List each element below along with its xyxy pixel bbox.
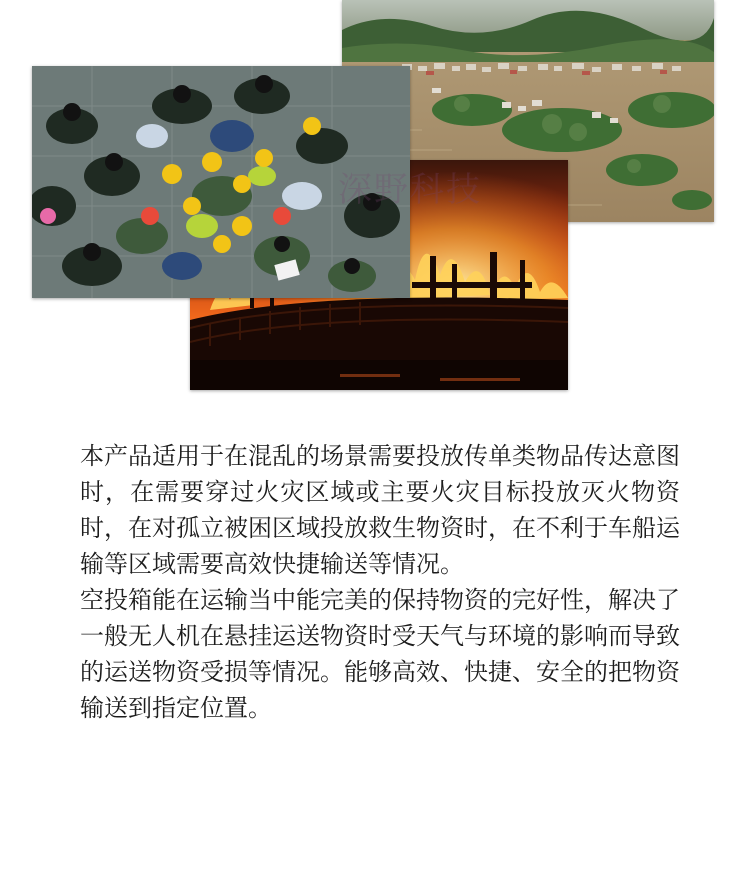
watermark-text: 深野科技 bbox=[338, 170, 482, 210]
product-description bbox=[80, 438, 680, 726]
description-paragraph-1: 本产品适用于在混乱的场景需要投放传单类物品传达意图时，在需要穿过火灾区域或主要火灾目标投放灭火物资时，在对孤立被困区域投放救生物资时，在不利于车船运输等区域需要高效快捷输送等情况。 bbox=[80, 442, 680, 578]
photo-collage bbox=[0, 0, 750, 400]
description-paragraph-2: 空投箱能在运输当中能完美的保持物资的完好性，解决了一般无人机在悬挂运送物资时受天气与环境的影响而导致的运送物资受损等情况。能够高效、快捷、安全的把物资输送到指定位置。 bbox=[80, 586, 680, 722]
